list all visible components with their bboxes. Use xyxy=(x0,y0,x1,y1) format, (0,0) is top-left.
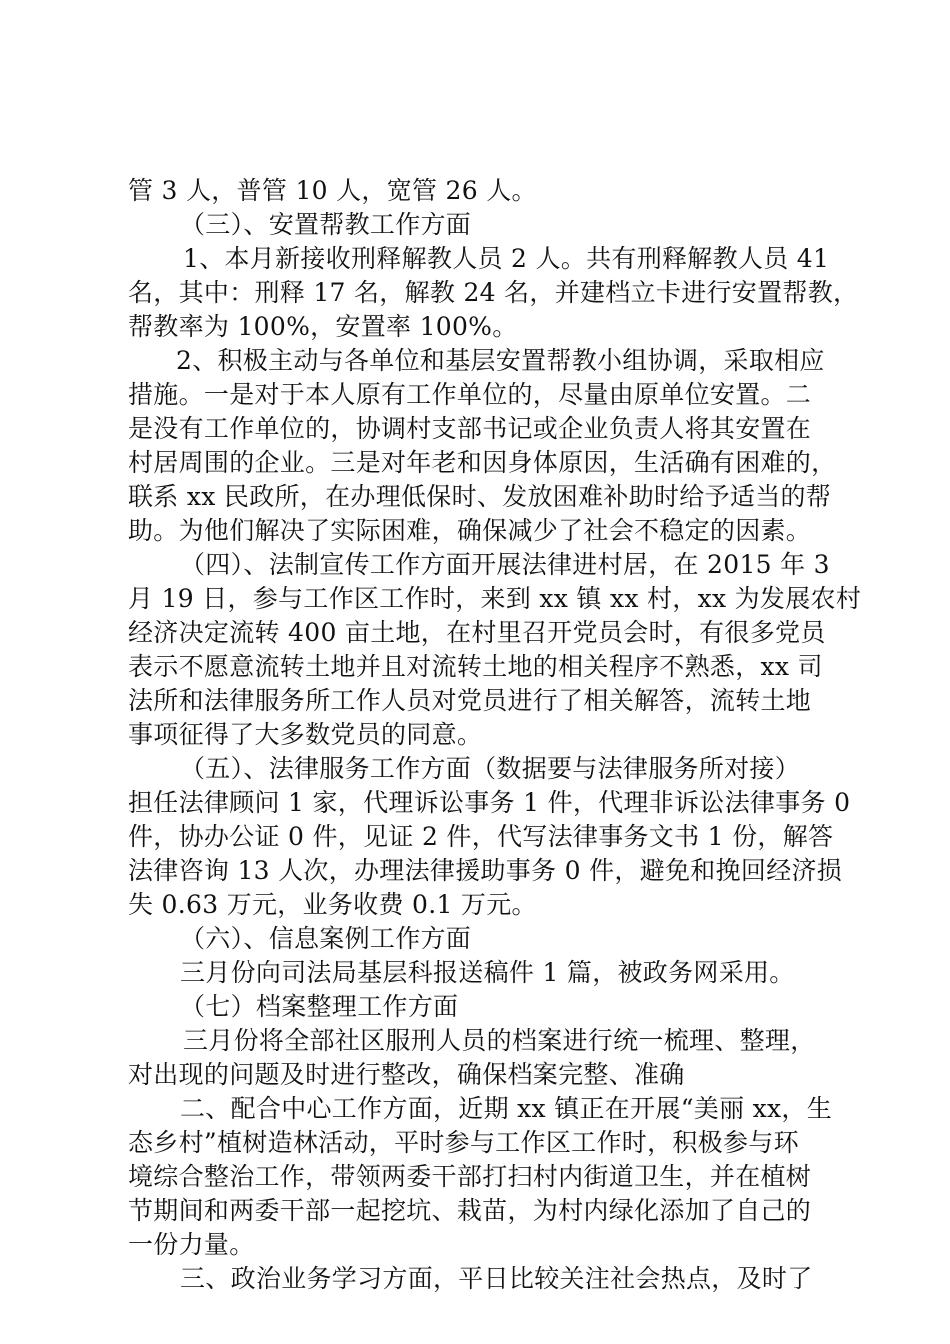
text-line: 联系 xx 民政所，在办理低保时、发放困难补助时给予适当的帮 xyxy=(128,482,832,511)
text-line: 月 19 日，参与工作区工作时，来到 xx 镇 xx 村，xx 为发展农村 xyxy=(128,584,862,613)
section-heading: （五）、法律服务工作方面（数据要与法律服务所对接） xyxy=(180,754,801,783)
section-heading: （六）、信息案例工作方面 xyxy=(180,924,472,953)
text-line: 失 0.63 万元，业务收费 0.1 万元。 xyxy=(128,890,537,919)
text-line: 表示不愿意流转土地并且对流转土地的相关程序不熟悉，xx 司 xyxy=(128,652,823,681)
text-line: 法律咨询 13 人次，办理法律援助事务 0 件，避免和挽回经济损 xyxy=(128,856,843,885)
section-heading: （四）、法制宣传工作方面开展法律进村居，在 2015 年 3 xyxy=(180,550,830,579)
text-line: 一份力量。 xyxy=(128,1230,255,1259)
text-line: 1、本月新接收刑释解教人员 2 人。共有刑释解教人员 41 xyxy=(183,244,830,273)
text-line: 事项征得了大多数党员的同意。 xyxy=(128,720,483,749)
text-line: 三月份将全部社区服刑人员的档案进行统一梳理、整理， xyxy=(183,1026,816,1055)
section-heading: （七）档案整理工作方面 xyxy=(180,992,459,1021)
section-heading: （三）、安置帮教工作方面 xyxy=(180,210,472,239)
text-line: 态乡村”植树造林活动，平时参与工作区工作时，积极参与环 xyxy=(128,1128,799,1157)
text-line: 担任法律顾问 1 家，代理诉讼事务 1 件，代理非诉讼法律事务 0 xyxy=(128,788,851,817)
text-line: 三、政治业务学习方面，平日比较关注社会热点，及时了 xyxy=(180,1264,813,1293)
text-line: 经济决定流转 400 亩土地，在村里召开党员会时，有很多党员 xyxy=(128,618,826,647)
text-line: 是没有工作单位的，协调村支部书记或企业负责人将其安置在 xyxy=(128,414,812,443)
text-line: 帮教率为 100%，安置率 100%。 xyxy=(128,312,518,341)
text-line: 三月份向司法局基层科报送稿件 1 篇，被政务网采用。 xyxy=(180,958,795,987)
text-line: 助。为他们解决了实际困难，确保减少了社会不稳定的因素。 xyxy=(128,516,812,545)
text-line: 境综合整治工作，带领两委干部打扫村内街道卫生，并在植树 xyxy=(128,1162,812,1191)
text-line: 节期间和两委干部一起挖坑、栽苗，为村内绿化添加了自己的 xyxy=(128,1196,812,1225)
text-line: 法所和法律服务所工作人员对党员进行了相关解答，流转土地 xyxy=(128,686,812,715)
text-line: 村居周围的企业。三是对年老和因身体原因，生活确有困难的， xyxy=(128,448,837,477)
text-line: 二、配合中心工作方面，近期 xx 镇正在开展“美丽 xx，生 xyxy=(180,1094,833,1123)
text-line: 措施。一是对于本人原有工作单位的，尽量由原单位安置。二 xyxy=(128,380,812,409)
text-line: 管 3 人，普管 10 人，宽管 26 人。 xyxy=(128,176,537,205)
text-line: 件，协办公证 0 件，见证 2 件，代写法律事务文书 1 份，解答 xyxy=(128,822,834,851)
text-line: 对出现的问题及时进行整改，确保档案完整、准确 xyxy=(128,1060,685,1089)
text-line: 2、积极主动与各单位和基层安置帮教小组协调，采取相应 xyxy=(176,346,825,375)
text-line: 名，其中：刑释 17 名，解教 24 名，并建档立卡进行安置帮教， xyxy=(128,278,859,307)
